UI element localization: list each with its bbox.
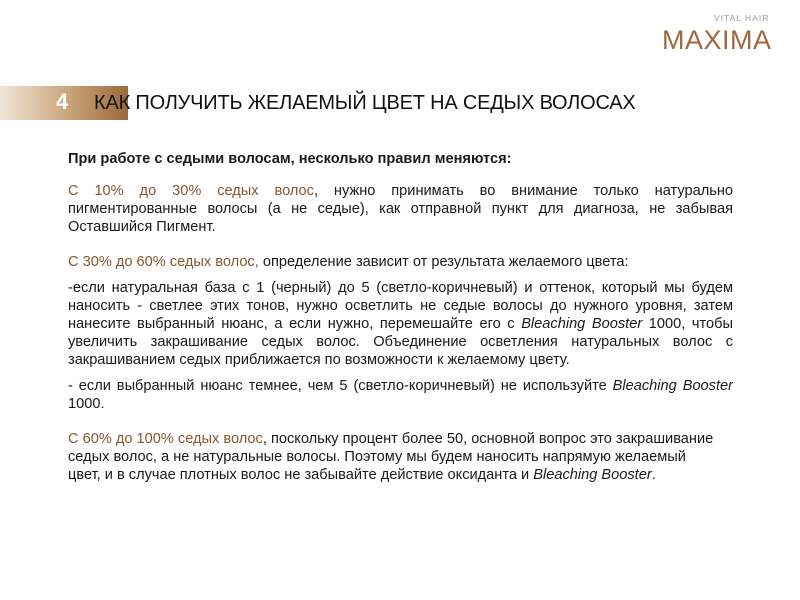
paragraph-60-100-end: . xyxy=(651,467,656,483)
darker-shade-text-b: 1000. xyxy=(68,396,105,412)
paragraph-10-30 xyxy=(68,182,733,236)
range-60-100-label: С 60% до 100% седых волос xyxy=(68,431,263,447)
paragraph-darker-shade xyxy=(68,377,733,413)
paragraph-60-100 xyxy=(68,430,718,484)
paragraph-30-60 xyxy=(68,253,733,271)
logo-brand: MAXIMA xyxy=(662,25,772,55)
body-text xyxy=(68,150,733,484)
darker-shade-text-a: - если выбранный нюанс темнее, чем 5 (светло-коричневый) не используйте xyxy=(68,378,613,394)
lighter-shade-text-a: -если натуральная база с 1 (черный) до 5 (светло-коричневый) и оттенок, который мы будем наносить - светлее этих тонов, нужно осветлить не седые волосы до нужного уровня, затем нанесите выбранный нюанс, а если нужно, перемешайте его с xyxy=(68,280,733,332)
maxima-logo xyxy=(660,10,775,55)
product-name: Bleaching Booster xyxy=(533,467,652,483)
lighter-shade-text-b: 1000, чтобы увеличить закрашивание седых волос. Объединение осветления натуральных волос с закрашиванием седых приближается по возможности к желаемому цвету. xyxy=(68,316,734,368)
product-name: Bleaching Booster xyxy=(612,378,733,394)
section-number: 4 xyxy=(56,89,69,114)
paragraph-60-100-text: , поскольку процент более 50, основной вопрос это закрашивание седых волос, а не натуральные волосы. Поэтому мы будем наносить напрямую желаемый цвет, и в случае плотных волос не забывайте действие оксиданта и xyxy=(68,431,714,483)
range-30-60-label: С 30% до 60% седых волос, xyxy=(68,254,259,270)
range-10-30-label: С 10% до 30% седых волос xyxy=(68,183,314,199)
logo-tagline: VITAL HAIR xyxy=(714,13,770,23)
product-name: Bleaching Booster xyxy=(521,316,643,332)
paragraph-lighter-shade xyxy=(68,279,733,369)
paragraph-30-60-text: определение зависит от результата желаемого цвета: xyxy=(258,254,629,270)
section-title: КАК ПОЛУЧИТЬ ЖЕЛАЕМЫЙ ЦВЕТ НА СЕДЫХ ВОЛОСАХ xyxy=(94,92,636,114)
intro-paragraph: При работе с седыми волосам, несколько правил меняются: xyxy=(68,151,512,167)
paragraph-10-30-text: , нужно принимать во внимание только натурально пигментированные волосы (а не седые), как отправной пункт для диагноза, не забывая Оставшийся Пигмент. xyxy=(68,183,733,235)
